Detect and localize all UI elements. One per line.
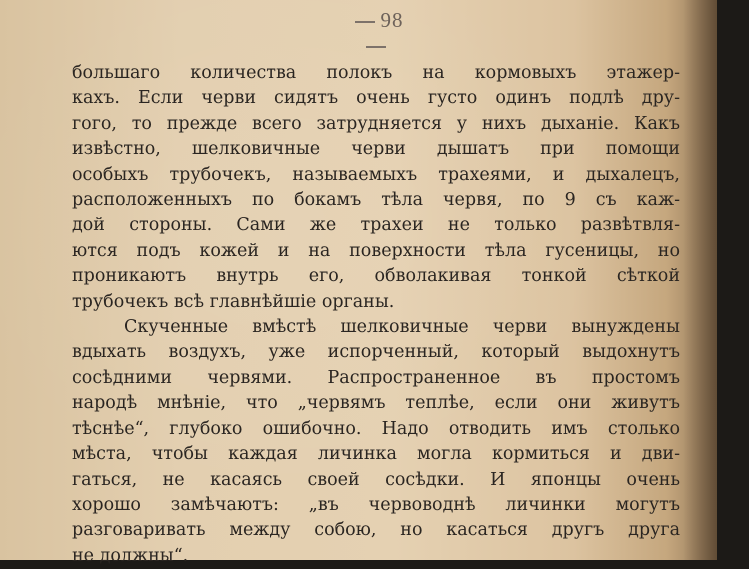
text-line: дой стороны. Сами же трахеи не только развѣтвля- bbox=[72, 215, 680, 236]
text-line: сосѣдними червями. Распространенное въ простомъ bbox=[72, 367, 680, 388]
text-line: не должны“. bbox=[72, 545, 189, 566]
text-line: кахъ. Если черви сидятъ очень густо одинъ подлѣ дру- bbox=[72, 88, 680, 109]
body-text bbox=[72, 61, 680, 569]
text-line: трубочекъ всѣ главнѣйшіе органы. bbox=[72, 291, 395, 312]
page-edge-shadow bbox=[683, 0, 717, 560]
text-line: ются подъ кожей и на поверхности тѣла гусеницы, но bbox=[72, 240, 680, 261]
text-line: вдыхать воздухъ, уже испорченный, который выдохнутъ bbox=[72, 342, 680, 363]
text-line: хорошо замѣчаютъ: „въ червоводнѣ личинки могутъ bbox=[72, 494, 680, 515]
text-line: гого, то прежде всего затрудняется у нихъ дыханіе. Какъ bbox=[72, 113, 680, 134]
text-line: большагo количества полокъ на кормовыхъ этажер- bbox=[72, 63, 680, 83]
text-line: расположенныхъ по бокамъ тѣла червя, по 9 съ каж- bbox=[72, 190, 680, 211]
text-line: народѣ мнѣніе, что „червямъ теплѣе, если они живутъ bbox=[72, 393, 680, 414]
text-line: мѣста, чтобы каждая личинка могла кормиться и дви- bbox=[72, 444, 680, 465]
text-line: гаться, не касаясь своей сосѣдки. И японцы очень bbox=[72, 469, 680, 490]
text-line: извѣстно, шелковичные черви дышатъ при помощи bbox=[72, 139, 680, 160]
text-line: проникаютъ внутрь его, обволакивая тонкой сѣткой bbox=[72, 266, 680, 287]
page-number: 98 bbox=[336, 8, 416, 58]
text-line: особыхъ трубочекъ, называемыхъ трахеями, и дыхалецъ, bbox=[72, 164, 680, 185]
text-line: тѣснѣе“, глубоко ошибочно. Надо отводить имъ столько bbox=[72, 418, 680, 439]
paragraph-first-line: Скученные вмѣстѣ шелковичные черви вынуждены bbox=[124, 317, 680, 338]
text-line: разговаривать между собою, но касаться другъ друга bbox=[72, 520, 680, 541]
